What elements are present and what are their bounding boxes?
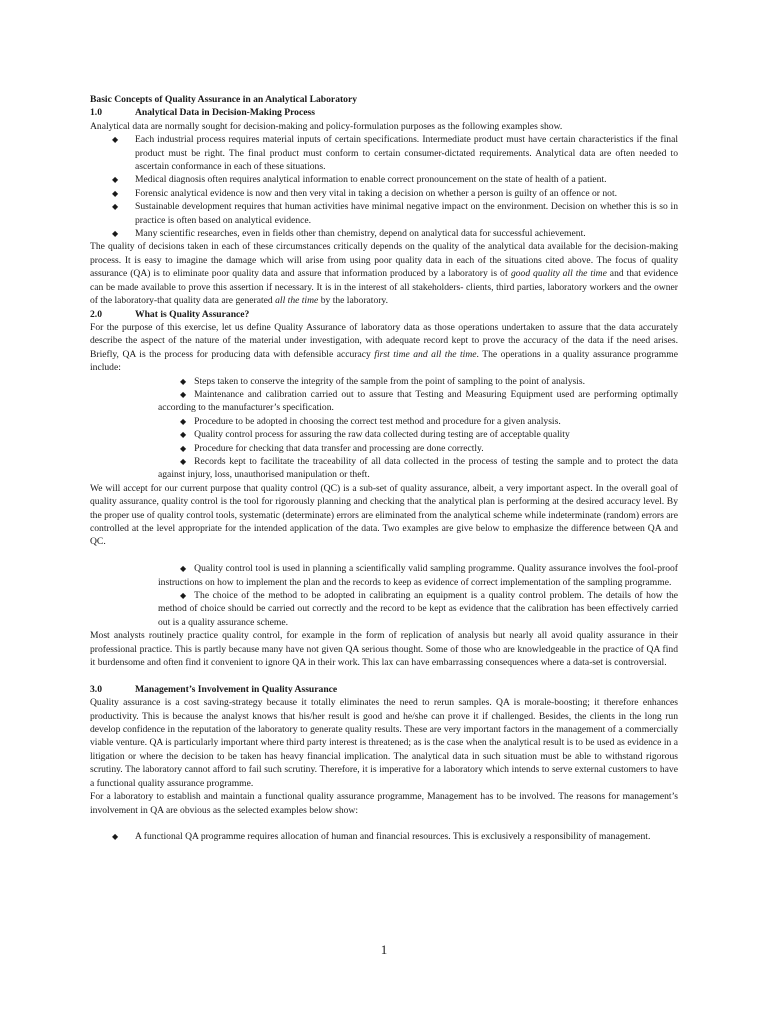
list-item: ◆ Quality control tool is used in planning a scientifically valid sampling programme. Quality assurance involves the fool-proof instructions on how to implement the plan and the records to keep as evidence of correct implementation of the sampling programme. <box>158 563 678 588</box>
section-number: 3.0 <box>90 683 102 695</box>
section-2-examples-list <box>90 562 678 629</box>
list-item: ◆ Many scientific researches, even in fields other than chemistry, depend on analytical data for successful achievement. <box>112 228 586 240</box>
list-item: ◆ Forensic analytical evidence is now and then very vital in taking a decision on whether a person is guilty of an offence or not. <box>112 187 618 199</box>
diamond-bullet-icon: ◆ <box>180 430 187 440</box>
section-3-paragraph: Quality assurance is a cost saving-strategy because it totally eliminates the need to rerun samples. QA is morale-boosting; it therefore enhances productivity. This is because the analyst knows that his/her result is good and he/she can prove it if challenged. Besides, the clients in the long run develop confidence in the reputation of the laboratory to generate quality results. These are very important factors in the management of a commercially viable venture. QA is particularly important where third party interest is threatened; as is the case when the analytical result is to be used as evidence in a litigation or where the decision to be taken has heavy financial implication. The analytical data in such situation must be able to withstand rigorous scrutiny. The laboratory cannot afford to fail such scrutiny. Therefore, it is imperative for a laboratory which intends to serve external customers to have a functional quality assurance programme. <box>90 697 678 789</box>
diamond-bullet-icon: ◆ <box>180 416 187 426</box>
diamond-bullet-icon: ◆ <box>180 591 187 601</box>
section-1-paragraph: The quality of decisions taken in each of these circumstances critically depends on the quality of the analytical data available for the decision-making process. It is easy to imagine the damage which will arise from using poor quality data in each of the situations cited above. The focus of quality assurance (QA) is to eliminate poor quality data and assure that information produced by a laboratory is of good quality all the time and that evidence can be made available to prove this assertion if necessary. It is in the interest of all stakeholders- clients, third parties, laboratory workers and the owner of the laboratory-that quality data are generated all the time by the laboratory. <box>90 241 678 307</box>
section-2-closing-paragraph: Most analysts routinely practice quality control, for example in the form of replication of analysis but nearly all avoid quality assurance in their professional practice. This is partly because many have not given QA serious thought. Some of those who are knowledgeable in the practice of QA find it burdensome and often find it convenient to ignore QA in their work. This lax can have embarrassing consequences where a data-set is controversial. <box>90 630 678 669</box>
section-2-operations-list <box>90 375 678 482</box>
section-2-heading <box>90 308 678 321</box>
list-item: ◆ Procedure for checking that data transfer and processing are done correctly. <box>180 442 484 454</box>
list-item: ◆ Medical diagnosis often requires analytical information to enable correct pronouncement on the state of health of a patient. <box>112 174 607 186</box>
diamond-bullet-icon: ◆ <box>112 832 119 842</box>
diamond-bullet-icon: ◆ <box>180 564 187 574</box>
diamond-bullet-icon: ◆ <box>112 188 119 198</box>
spacer <box>90 669 678 682</box>
spacer <box>90 817 678 830</box>
section-2-qc-paragraph: We will accept for our current purpose that quality control (QC) is a sub-set of quality assurance, albeit, a very important aspect. In the overall goal of quality assurance, quality control is the tool for rigorously planning and checking that the analytical plan is performing at the desired accuracy level. By the proper use of quality control tools, systematic (determinate) errors are eliminated from the analytical scheme while indeterminate (random) errors are controlled at the level appropriate for the intended application of the data. Two examples are give below to emphasize the difference between QA and QC. <box>90 482 678 548</box>
list-item: ◆ Each industrial process requires material inputs of certain specifications. Intermediate product must have certain characteristics if the final product must be right. The final product must conform to certain consumer-dictated requirements. Analytical data are often needed to ascertain conformance in each of these situations. <box>112 134 678 173</box>
section-2-intro: For the purpose of this exercise, let us define Quality Assurance of laboratory data as those operations undertaken to assure that the data accurately describe the aspect of the nature of the material under investigation, with adequate record kept to prove the accuracy of the data if the need arises. Briefly, QA is the process for producing data with defensible accuracy first time and all the time. The operations in a quality assurance programme include: <box>90 321 678 374</box>
page-number: 1 <box>380 942 388 957</box>
spacer <box>90 549 678 562</box>
diamond-bullet-icon: ◆ <box>180 443 187 453</box>
list-item: ◆ The choice of the method to be adopted in calibrating an equipment is a quality control problem. The details of how the method of choice should be carried out correctly and the record to be kept as evidence that the calibration has been effectively carried out is a quality assurance scheme. <box>158 590 678 628</box>
diamond-bullet-icon: ◆ <box>112 229 119 239</box>
diamond-bullet-icon: ◆ <box>112 175 119 185</box>
list-item: ◆ Maintenance and calibration carried out to assure that Testing and Measuring Equipment used are performing optimally according to the manufacturer’s specification. <box>158 388 678 414</box>
diamond-bullet-icon: ◆ <box>112 135 119 145</box>
section-3-heading <box>90 683 678 696</box>
list-item: ◆ Steps taken to conserve the integrity of the sample from the point of sampling to the point of analysis. <box>180 375 586 387</box>
section-title: What is Quality Assurance? <box>135 308 250 320</box>
list-item: ◆ Procedure to be adopted in choosing the correct test method and procedure for a given analysis. <box>180 415 561 427</box>
diamond-bullet-icon: ◆ <box>112 202 119 212</box>
list-item: ◆ A functional QA programme requires allocation of human and financial resources. This is exclusively a responsibility of management. <box>112 831 651 843</box>
section-title: Analytical Data in Decision-Making Process <box>135 107 315 119</box>
section-1-intro: Analytical data are normally sought for decision-making and policy-formulation purposes as the following examples show. <box>90 120 563 132</box>
section-1-heading <box>90 106 678 119</box>
diamond-bullet-icon: ◆ <box>180 389 187 399</box>
section-title: Management’s Involvement in Quality Assurance <box>135 683 338 695</box>
section-3-bullet-list <box>90 830 678 843</box>
diamond-bullet-icon: ◆ <box>180 376 187 386</box>
section-number: 1.0 <box>90 107 102 119</box>
list-item: ◆ Records kept to facilitate the traceability of all data collected in the process of testing the sample and to protect the data against injury, loss, unauthorised manipulation or theft. <box>158 455 678 481</box>
document-title: Basic Concepts of Quality Assurance in an Analytical Laboratory <box>90 94 358 105</box>
list-item: ◆ Sustainable development requires that human activities have minimal negative impact on the environment. Decision on whether this is so in practice is often based on analytical evidence. <box>112 201 678 226</box>
section-1-bullet-list <box>90 133 678 240</box>
list-item: ◆ Quality control process for assuring the raw data collected during testing are of acceptable quality <box>180 429 570 441</box>
section-3-paragraph: For a laboratory to establish and maintain a functional quality assurance programme, Management has to be involved. The reasons for management’s involvement in QA are obvious as the selected examples below show: <box>90 791 678 816</box>
diamond-bullet-icon: ◆ <box>180 456 187 466</box>
document-page <box>90 93 678 844</box>
section-number: 2.0 <box>90 308 102 320</box>
